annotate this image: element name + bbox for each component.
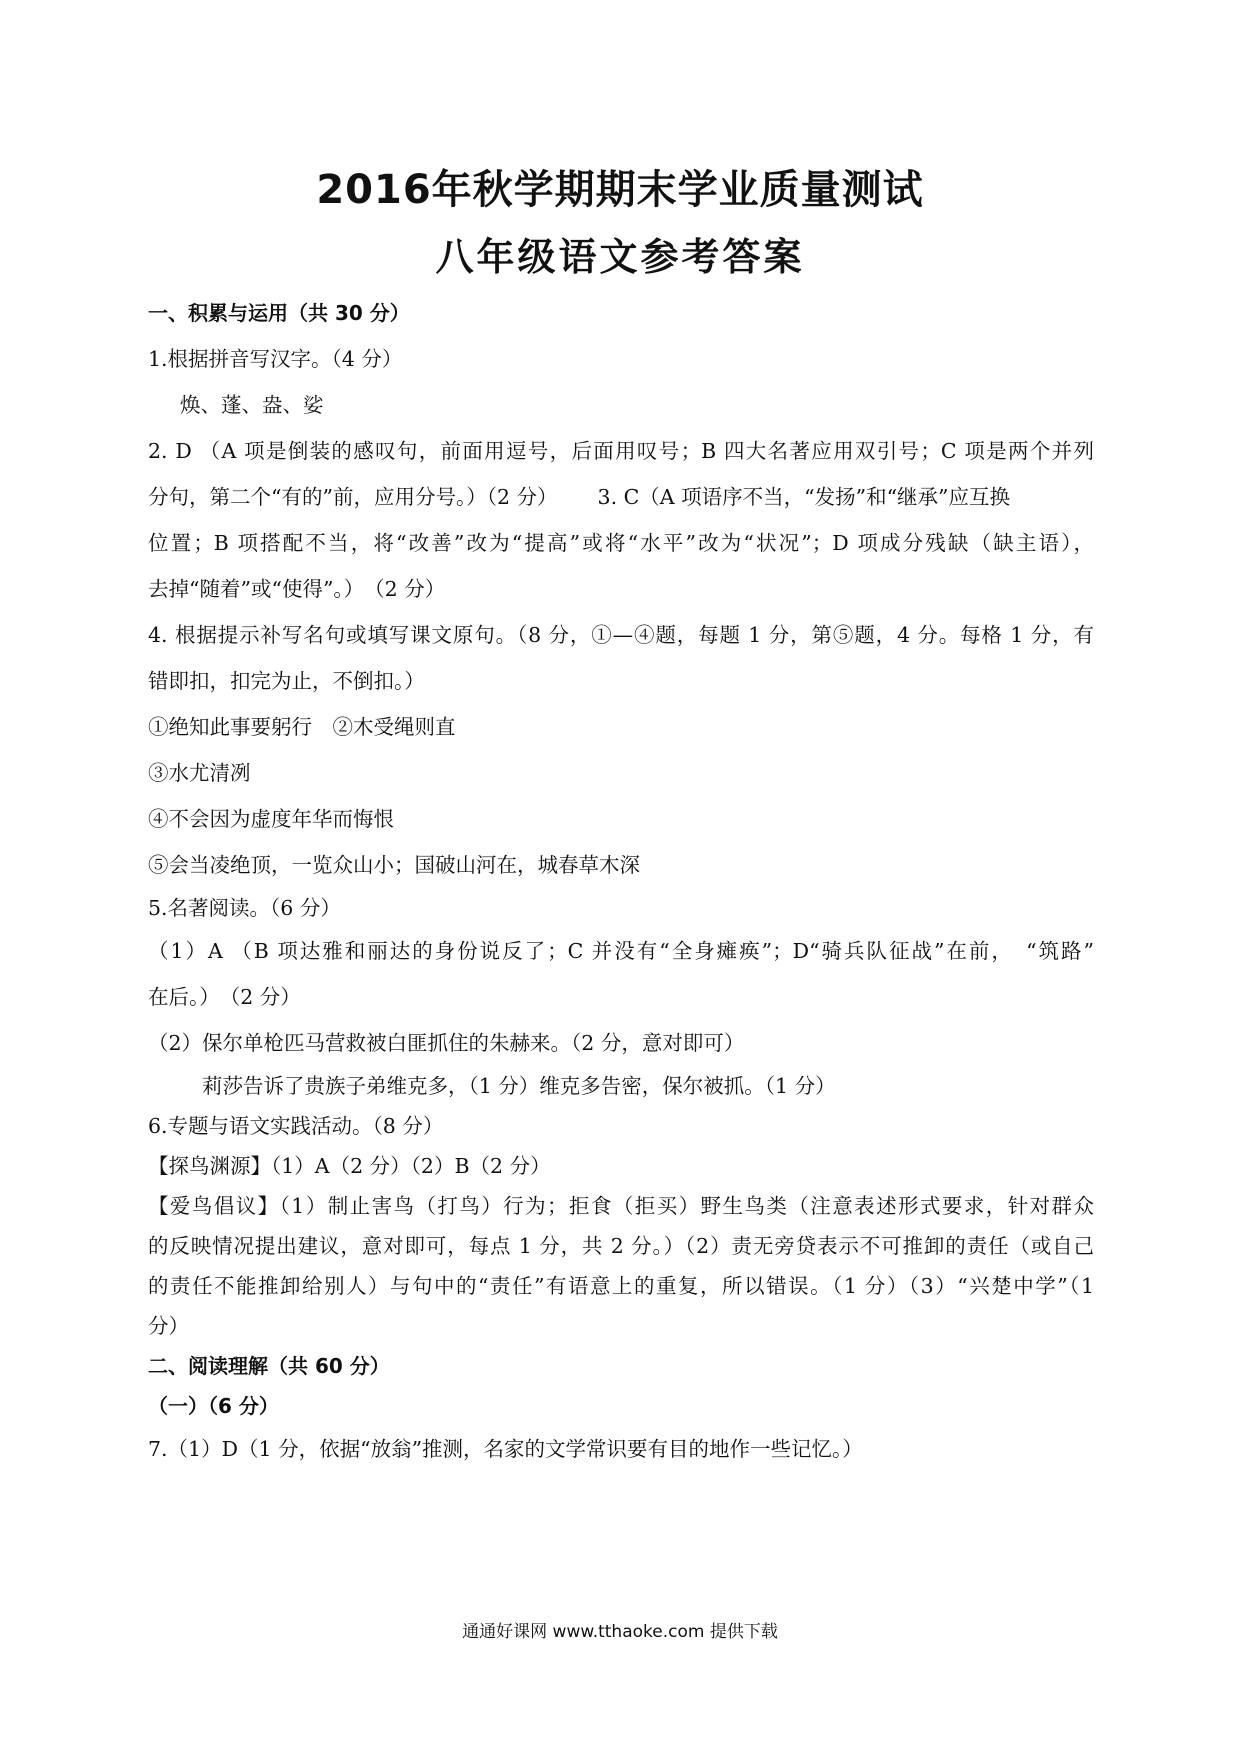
q3-line-2: 位置；B 项搭配不当，将“改善”改为“提高”或将“水平”改为“状况”；D 项成分残缺（缺主语）， xyxy=(148,531,1094,555)
q5-line: 5.名著阅读。（6 分） xyxy=(148,896,341,920)
q4-line-2: 错即扣，扣完为止，不倒扣。） xyxy=(148,669,425,693)
q1-line: 1.根据拼音写汉字。（4 分） xyxy=(148,347,403,371)
section-heading-1: 一、积累与运用（共 30 分） xyxy=(148,301,410,325)
section-heading-2: 二、阅读理解（共 60 分） xyxy=(148,1354,390,1378)
q4-line-1: 4. 根据提示补写名句或填写课文原句。（8 分，①—④题，每题 1 分，第⑤题，4 分。每格 1 分，有 xyxy=(148,623,1094,647)
answer-body xyxy=(148,290,1094,1472)
q5-answer-2b: 莉莎告诉了贵族子弟维克多，（1 分）维克多告密，保尔被抓。（1 分） xyxy=(202,1074,836,1098)
q2-line-2: 分句，第二个“有的”前，应用分号。）（2 分） xyxy=(148,485,558,509)
q4-answer-3: ③水尤清冽 xyxy=(148,761,251,785)
q3-line-3: 去掉“随着”或“使得”。） （2 分） xyxy=(148,577,446,601)
q2-q3-line xyxy=(148,474,1094,520)
q6-answer-a: 【探鸟渊源】（1）A（2 分）（2）B（2 分） xyxy=(148,1154,551,1178)
q7-line: 7.（1）D（1 分，依据“放翁”推测，名家的文学常识要有目的地作一些记忆。） xyxy=(148,1437,863,1461)
footer-source: 通通好课网 www.tthaoke.com 提供下载 xyxy=(462,1622,778,1642)
q6-line: 6.专题与语文实践活动。（8 分） xyxy=(148,1114,444,1138)
page-title: 2016年秋学期期末学业质量测试 xyxy=(316,167,924,213)
q2-line-1: 2. D （A 项是倒装的感叹句，前面用逗号，后面用叹号；B 四大名著应用双引号；C 项是两个并列 xyxy=(148,439,1094,463)
q5-answer-2a: （2）保尔单枪匹马营救被白匪抓住的朱赫来。（2 分，意对即可） xyxy=(148,1031,745,1055)
q4-answer-5: ⑤会当凌绝顶，一览众山小；国破山河在，城春草木深 xyxy=(148,853,640,877)
page-subtitle: 八年级语文参考答案 xyxy=(435,235,805,279)
q6-answer-b2: 的反映情况提出建议，意对即可，每点 1 分，共 2 分。）（2）责无旁贷表示不可推卸的责任（或自己 xyxy=(148,1234,1094,1258)
q6-answer-b4: 分） xyxy=(148,1314,189,1338)
q6-answer-b3: 的责任不能推卸给别人）与句中的“责任”有语意上的重复，所以错误。（1 分）（3）“兴楚中学”（1 xyxy=(148,1274,1094,1298)
q1-answer: 焕、蓬、盎、娑 xyxy=(180,393,324,417)
q6-answer-b1: 【爱鸟倡议】（1）制止害鸟（打鸟）行为；拒食（拒买）野生鸟类（注意表述形式要求，针对群众 xyxy=(148,1194,1094,1218)
q5-answer-1b: 在后。） （2 分） xyxy=(148,985,301,1009)
q4-answer-4: ④不会因为虚度年华而悔恨 xyxy=(148,807,394,831)
subsection-heading-1: （一）（6 分） xyxy=(148,1394,279,1418)
q5-answer-1a: （1）A （B 项达雅和丽达的身份说反了；C 并没有“全身瘫痪”；D“骑兵队征战”在前， “筑路” xyxy=(148,939,1094,963)
q4-answer-1-2: ①绝知此事要躬行 ②木受绳则直 xyxy=(148,715,456,739)
q3-line-1: 3. C（A 项语序不当，“发扬”和“继承”应互换 xyxy=(597,485,1011,509)
